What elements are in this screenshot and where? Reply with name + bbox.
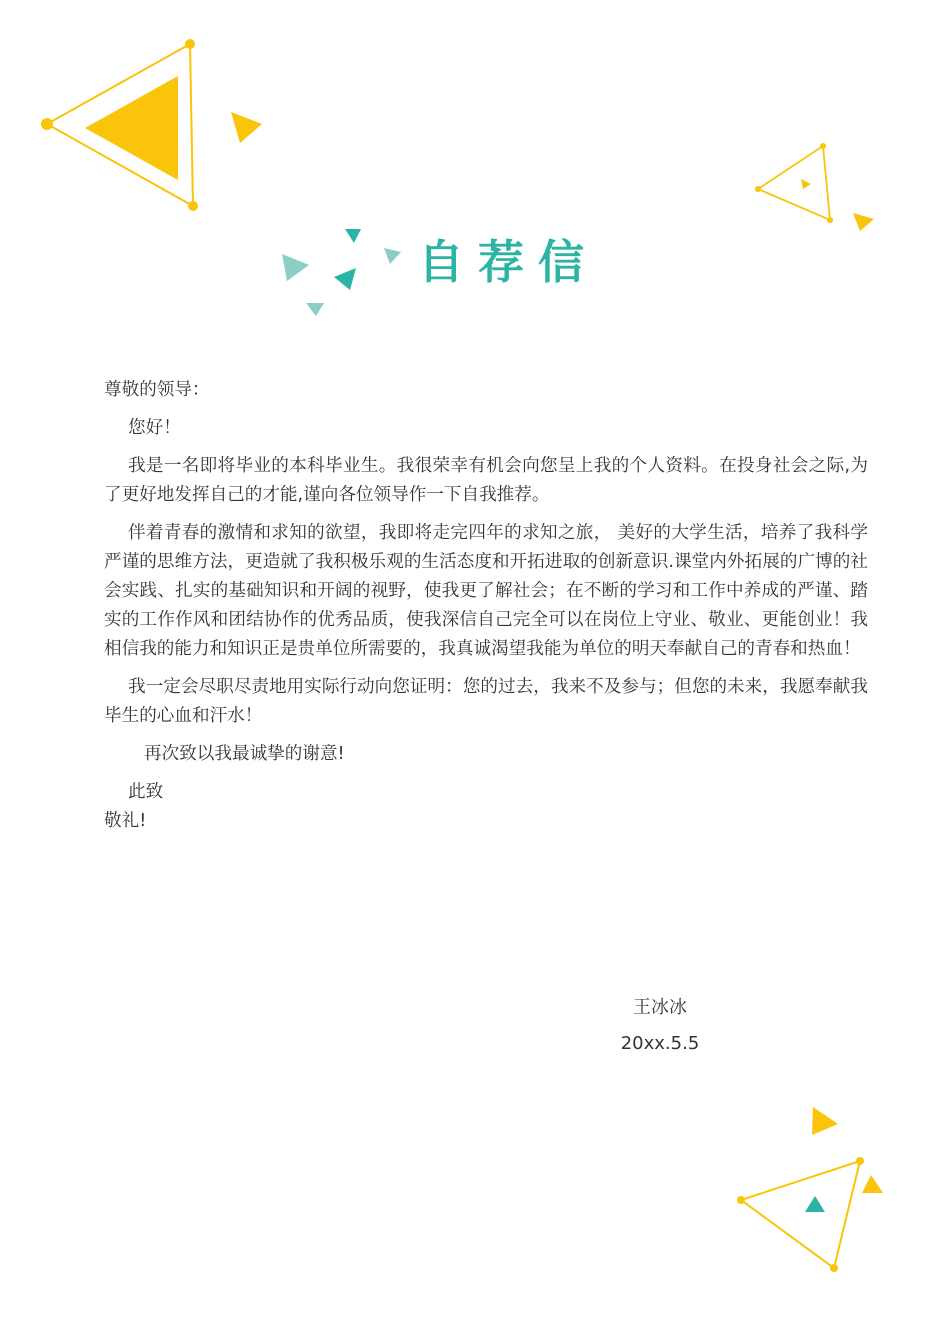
paragraph-commitment: 我一定会尽职尽责地用实际行动向您证明：您的过去，我来不及参与；但您的未来，我愿奉献我毕生的心血和汗水！: [104, 677, 868, 726]
title-triangle-decoration: [282, 229, 401, 316]
top-right-triangle-decoration: [755, 143, 874, 231]
thanks-line: 再次致以我最诚挚的谢意!: [144, 744, 345, 764]
top-left-triangle-decoration: [41, 39, 262, 211]
salutation: 尊敬的领导：: [104, 380, 210, 400]
greeting: 您好！: [128, 418, 181, 438]
signer-name: 王冰冰: [633, 997, 687, 1018]
letter-title: 自荐信: [418, 235, 598, 289]
bottom-right-triangle-decoration: [737, 1107, 883, 1272]
closing-line-2: 敬礼!: [104, 811, 147, 831]
letter-date: 20xx.5.5: [620, 1033, 700, 1054]
letter-body: [104, 376, 868, 836]
paragraph-intro: 我是一名即将毕业的本科毕业生。我很荣幸有机会向您呈上我的个人资料。在投身社会之际,为了更好地发挥自己的才能,谨向各位领导作一下自我推荐。: [104, 456, 868, 505]
signature-block: [560, 990, 760, 1062]
paragraph-experience: 伴着青春的激情和求知的欲望，我即将走完四年的求知之旅， 美好的大学生活，培养了我科学严谨的思维方法，更造就了我积极乐观的生活态度和开拓进取的创新意识.课堂内外拓展的广博的社会实践、扎实的基础知识和开阔的视野，使我更了解社会；在不断的学习和工作中养成的严谨、踏实的工作作风和团结协作的优秀品质，使我深信自己完全可以在岗位上守业、敬业、更能创业！我相信我的能力和知识正是贵单位所需要的，我真诚渴望我能为单位的明天奉献自己的青春和热血！: [104, 523, 868, 659]
closing-line-1: 此致: [128, 782, 164, 802]
